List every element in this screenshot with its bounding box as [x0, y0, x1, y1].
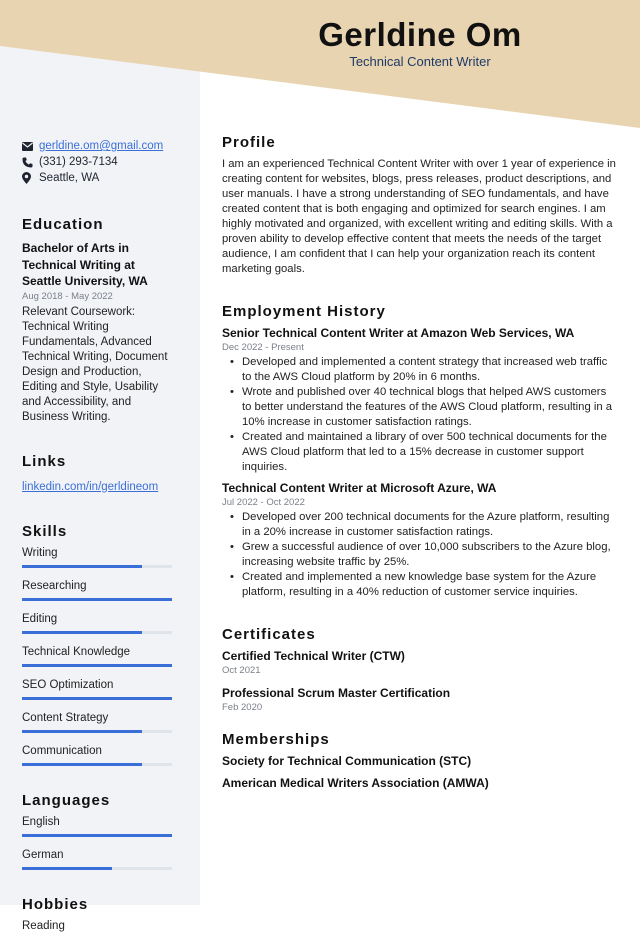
- job-bullet: • Grew a successful audience of over 10,000 subscribers to the Azure blog, increasing website traffic by 25%.: [222, 540, 617, 570]
- job-title: Senior Technical Content Writer at Amazon Web Services, WA: [222, 326, 575, 340]
- job-bullet: • Created and implemented a new knowledge base system for the Azure platform, resulting in a 40% reduction of customer service inquiries.: [222, 570, 617, 600]
- job-bullet: • Developed and implemented a content strategy that increased web traffic to the AWS Cloud platform by 20% in 6 months.: [222, 355, 617, 385]
- job-entry: [222, 326, 617, 475]
- certificates-heading: Certificates: [222, 626, 316, 643]
- skill-label: Writing: [22, 546, 58, 559]
- candidate-name: Gerldine Om: [318, 16, 522, 53]
- employment-section: [222, 303, 617, 600]
- contact-location: [22, 170, 177, 186]
- language-bar-fill: [22, 867, 112, 870]
- job-dates: Jul 2022 - Oct 2022: [222, 497, 305, 508]
- skills-list: [22, 547, 177, 766]
- education-description: Relevant Coursework: Technical Writing Fundamentals, Advanced Technical Writing, Document Design and Production, Editing and Style, Usability and Accessibility, and Business Writing.: [22, 305, 168, 423]
- contact-phone: [22, 154, 177, 170]
- language-item: [22, 816, 177, 837]
- map-pin-icon: [22, 172, 39, 184]
- skill-label: Communication: [22, 744, 102, 757]
- education-degree: Bachelor of Arts in Technical Writing at Seattle University, WA: [22, 241, 148, 288]
- skill-item: [22, 712, 177, 733]
- skill-bar: [22, 565, 172, 568]
- skill-bar-fill: [22, 598, 172, 601]
- job-bullets: [222, 355, 617, 475]
- membership-item: Society for Technical Communication (STC): [222, 754, 472, 768]
- phone-text: (331) 293-7134: [39, 156, 118, 168]
- skill-bar: [22, 730, 172, 733]
- profile-text: I am an experienced Technical Content Writer with over 1 year of experience in creating content for websites, blogs, press releases, product descriptions, and user manuals. I have a strong understanding of SEO fundamentals, and have created content that is both engaging and optimized for search engines. I am highly motivated and organized, with excellent writing and editing skills. With a proven ability to develop effective content that meets the needs of the target audience, I am confident that I can help your organization reach its content marketing goals.: [222, 158, 616, 275]
- job-bullet: • Wrote and published over 40 technical blogs that helped AWS customers to better understand the features of the AWS Cloud platform, resulting in a 10% increase in customer satisfaction ratings.: [222, 385, 617, 430]
- skill-bar: [22, 763, 172, 766]
- job-dates: Dec 2022 - Present: [222, 342, 304, 353]
- skill-bar-fill: [22, 664, 172, 667]
- memberships-section: [222, 731, 617, 790]
- phone-icon: [22, 157, 39, 168]
- main-column: [222, 134, 617, 798]
- memberships-heading: Memberships: [222, 731, 330, 748]
- contact-email: [22, 138, 177, 154]
- skill-label: Content Strategy: [22, 711, 109, 724]
- skill-bar-fill: [22, 565, 142, 568]
- linkedin-link[interactable]: linkedin.com/in/gerldineom: [22, 480, 159, 493]
- skill-label: SEO Optimization: [22, 678, 114, 691]
- skill-label: Technical Knowledge: [22, 645, 131, 658]
- job-entry: [222, 481, 617, 600]
- skill-bar: [22, 697, 172, 700]
- certificate-name: Professional Scrum Master Certification: [222, 686, 451, 700]
- skill-bar-fill: [22, 631, 142, 634]
- job-bullet: • Created and maintained a library of over 500 technical documents for the AWS Cloud platform that led to a 15% decrease in customer support inquiries.: [222, 430, 617, 475]
- skill-label: Researching: [22, 579, 87, 592]
- links-heading: Links: [22, 452, 67, 470]
- certificate-name: Certified Technical Writer (CTW): [222, 649, 405, 663]
- hobbies-heading: Hobbies: [22, 895, 89, 913]
- education-dates: Aug 2018 - May 2022: [22, 290, 113, 302]
- membership-item: American Medical Writers Association (AMWA): [222, 776, 489, 790]
- skill-item: [22, 580, 177, 601]
- language-bar: [22, 834, 172, 837]
- language-bar: [22, 867, 172, 870]
- skills-heading: Skills: [22, 522, 68, 540]
- skill-item: [22, 745, 177, 766]
- skill-item: [22, 547, 177, 568]
- job-title: Technical Content Writer at Microsoft Azure, WA: [222, 481, 497, 495]
- profile-section: [222, 134, 617, 277]
- hobby-item: Reading: [22, 919, 65, 932]
- languages-list: [22, 816, 177, 870]
- certificates-section: [222, 626, 617, 713]
- sidebar: [22, 138, 177, 934]
- skill-label: Editing: [22, 612, 58, 625]
- skill-bar: [22, 664, 172, 667]
- language-item: [22, 849, 177, 870]
- education-heading: Education: [22, 216, 104, 233]
- skill-item: [22, 679, 177, 700]
- skill-bar-fill: [22, 697, 172, 700]
- candidate-title: Technical Content Writer: [349, 54, 491, 69]
- job-bullets: [222, 510, 617, 600]
- job-bullet: • Developed over 200 technical documents for the Azure platform, resulting in a 20% increase in customer satisfaction ratings.: [222, 510, 617, 540]
- languages-heading: Languages: [22, 791, 111, 809]
- email-link[interactable]: gerldine.om@gmail.com: [39, 140, 164, 152]
- contact-block: [22, 138, 177, 186]
- skill-bar: [22, 598, 172, 601]
- profile-heading: Profile: [222, 134, 276, 151]
- certificate-date: Feb 2020: [222, 702, 263, 713]
- skill-item: [22, 613, 177, 634]
- language-label: English: [22, 815, 60, 828]
- language-label: German: [22, 848, 64, 861]
- skill-bar: [22, 631, 172, 634]
- skill-bar-fill: [22, 763, 142, 766]
- skill-bar-fill: [22, 730, 142, 733]
- envelope-icon: [22, 142, 39, 151]
- location-text: Seattle, WA: [39, 172, 100, 184]
- language-bar-fill: [22, 834, 172, 837]
- employment-heading: Employment History: [222, 303, 386, 320]
- certificate-date: Oct 2021: [222, 665, 261, 676]
- skill-item: [22, 646, 177, 667]
